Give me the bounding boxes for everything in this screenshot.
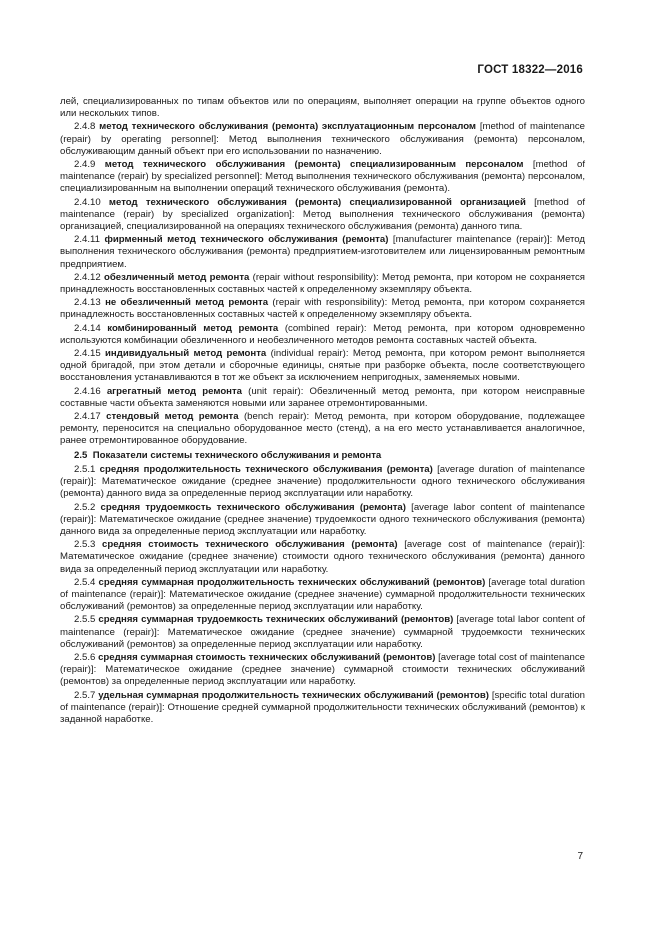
definition-entry bbox=[60, 411, 585, 448]
entry-number: 2.4.13 bbox=[74, 297, 101, 309]
definition-entry bbox=[60, 323, 585, 347]
entry-number: 2.4.15 bbox=[74, 348, 101, 360]
entry-number: 2.5.4 bbox=[74, 576, 96, 588]
entry-number: 2.4.12 bbox=[74, 271, 101, 283]
document-body bbox=[60, 96, 585, 727]
entry-term: обезличенный метод ремонта bbox=[103, 271, 250, 283]
entry-body: [method of maintenance (repair) by operating personnel]: Метод выполнения технического обслуживания (ремонта) персоналом, обслуживающим данный объект при его использовании по назначению. bbox=[60, 121, 585, 157]
entry-body: (individual repair): Метод ремонта, при котором ремонт выполняется одной бригадой, при этом детали и сборочные единицы, снятые при разборке объекта, после соответствующего восстановления устанавливаются в тот же объект за исключением непригодных, заменяемых новыми. bbox=[60, 348, 585, 384]
document-code-header: ГОСТ 18322—2016 bbox=[477, 64, 583, 76]
entry-body: [method of maintenance (repair) by specialized organization]: Метод выполнения технического обслуживания (ремонта) организацией, специализированной на операциях технического обслуживания (ремонта) данного типа. bbox=[60, 196, 586, 233]
entry-body: [average cost of maintenance (repair)]: Математическое ожидание (среднее значение) стоимости одного технического обслуживания (ремонта) данного вида за определенный период эксплуатации или наработку. bbox=[60, 539, 585, 575]
entry-number: 2.4.8 bbox=[74, 121, 96, 133]
entry-body: (combined repair): Метод ремонта, при котором одновременно используются комбинации обезличенного и необезличенного методов ремонта составных частей объекта. bbox=[60, 322, 585, 346]
definition-entry bbox=[60, 464, 585, 501]
entries-list bbox=[60, 121, 585, 447]
definition-entry bbox=[60, 197, 585, 234]
entry-body: [method of maintenance (repair) by specialized personnel]: Метод выполнения технического обслуживания (ремонта) персоналом, специализированным на выполнении операций технического обслуживания (ремонта). bbox=[60, 159, 585, 195]
entry-term: удельная суммарная продолжительность технических обслуживаний (ремонтов) bbox=[98, 689, 489, 701]
definition-entry bbox=[60, 272, 585, 296]
section-heading bbox=[60, 450, 585, 462]
entry-term: средняя продолжительность технического обслуживания (ремонта) bbox=[99, 463, 433, 475]
entry-term: комбинированный метод ремонта bbox=[107, 322, 279, 334]
entry-number: 2.5.1 bbox=[74, 463, 96, 475]
entry-body: (bench repair): Метод ремонта, при котором оборудование, подлежащее ремонту, переносится на специально оборудованное место (стенд), а на его место устанавливается аналогичное, ранее отремонтированное оборудование. bbox=[60, 411, 585, 447]
entry-term: фирменный метод технического обслуживания (ремонта) bbox=[104, 234, 389, 246]
section-entries-list bbox=[60, 464, 585, 726]
entry-term: не обезличенный метод ремонта bbox=[105, 297, 269, 309]
definition-entry bbox=[60, 652, 585, 689]
entry-body: (repair with responsibility): Метод ремонта, при котором сохраняется принадлежность восстановленных составных частей к определенному экземпляру объекта. bbox=[60, 297, 585, 321]
entry-term: средняя трудоемкость технического обслуживания (ремонта) bbox=[100, 501, 406, 513]
entry-term: стендовый метод ремонта bbox=[106, 411, 239, 423]
section-title: Показатели системы технического обслуживания и ремонта bbox=[92, 449, 382, 461]
definition-entry bbox=[60, 577, 585, 614]
entry-number: 2.4.14 bbox=[74, 322, 101, 334]
definition-entry bbox=[60, 614, 585, 651]
entry-number: 2.5.7 bbox=[74, 689, 96, 701]
section-number: 2.5 bbox=[74, 449, 88, 461]
definition-entry bbox=[60, 386, 585, 410]
entry-term: средняя суммарная трудоемкость технических обслуживаний (ремонтов) bbox=[98, 614, 454, 626]
entry-number: 2.5.6 bbox=[74, 651, 96, 663]
entry-term: метод технического обслуживания (ремонта) специализированной организацией bbox=[108, 196, 526, 208]
definition-entry bbox=[60, 690, 585, 727]
definition-entry bbox=[60, 297, 585, 321]
definition-entry bbox=[60, 159, 585, 196]
entry-number: 2.4.16 bbox=[74, 385, 101, 397]
definition-entry bbox=[60, 348, 585, 385]
definition-entry bbox=[60, 502, 585, 539]
entry-term: индивидуальный метод ремонта bbox=[105, 348, 267, 360]
entry-number: 2.4.11 bbox=[74, 234, 100, 246]
entry-body: [average labor content of maintenance (repair)]: Математическое ожидание (среднее значение) трудоемкости одного технического обслуживания (ремонта) данного вида за определенные период эксплуатации или наработку. bbox=[60, 501, 585, 537]
entry-number: 2.4.10 bbox=[74, 196, 101, 208]
entry-number: 2.4.17 bbox=[74, 411, 101, 423]
page-number: 7 bbox=[577, 851, 583, 862]
entry-body: [average total duration of maintenance (repair)]: Математическое ожидание (среднее значение) суммарной продолжительности технических обслуживаний (ремонтов) за определенные период эксплуатации или наработку. bbox=[60, 576, 585, 613]
entry-number: 2.5.5 bbox=[74, 614, 96, 626]
entry-body: (repair without responsibility): Метод ремонта, при котором не сохраняется принадлежность восстановленных составных частей к определенному экземпляру объекта. bbox=[60, 271, 585, 296]
entry-body: [average total labor content of maintenance (repair)]: Математическое ожидание (среднее значение) суммарной трудоемкости технических обслуживаний (ремонтов) за определенные период эксплуатации или наработку. bbox=[60, 614, 585, 650]
definition-entry bbox=[60, 234, 585, 271]
entry-term: метод технического обслуживания (ремонта) эксплуатационным персоналом bbox=[99, 121, 477, 133]
entry-body: [manufacturer maintenance (repair)]: Метод выполнения технического обслуживания (ремонта) предприятием-изготовителем или лицензированным ремонтным предприятием. bbox=[60, 234, 585, 270]
entry-term: средняя суммарная стоимость технических обслуживаний (ремонтов) bbox=[98, 651, 436, 663]
definition-entry bbox=[60, 121, 585, 158]
entry-number: 2.5.2 bbox=[74, 501, 96, 513]
entry-body: [specific total duration of maintenance (repair)]: Отношение средней суммарной продолжительности технических обслуживаний (ремонтов) к заданной наработке. bbox=[60, 689, 585, 725]
entry-number: 2.5.3 bbox=[74, 539, 96, 551]
entry-body: [average total cost of maintenance (repair)]: Математическое ожидание (среднее значение) суммарной стоимости технических обслуживаний (ремонтов) за определенные период эксплуатации или наработку. bbox=[60, 651, 585, 688]
entry-term: средняя суммарная продолжительность технических обслуживаний (ремонтов) bbox=[98, 576, 486, 588]
entry-term: агрегатный метод ремонта bbox=[106, 385, 243, 397]
entry-term: метод технического обслуживания (ремонта) специализированным персоналом bbox=[104, 159, 524, 171]
continuation-paragraph: лей, специализированных по типам объектов или по операциям, выполняет операции на группе объектов одного или нескольких типов. bbox=[60, 96, 585, 120]
entry-body: [average duration of maintenance (repair)]: Математическое ожидание (среднее значение) продолжительности одного технического обслуживания (ремонта) данного вида за определенные период эксплуатации или наработку. bbox=[60, 463, 585, 500]
entry-number: 2.4.9 bbox=[74, 159, 96, 171]
entry-body: (unit repair): Обезличенный метод ремонта, при котором неисправные составные части объекта заменяются новыми или заранее отремонтированными. bbox=[60, 385, 585, 409]
entry-term: средняя стоимость технического обслуживания (ремонта) bbox=[102, 539, 398, 551]
definition-entry bbox=[60, 539, 585, 576]
